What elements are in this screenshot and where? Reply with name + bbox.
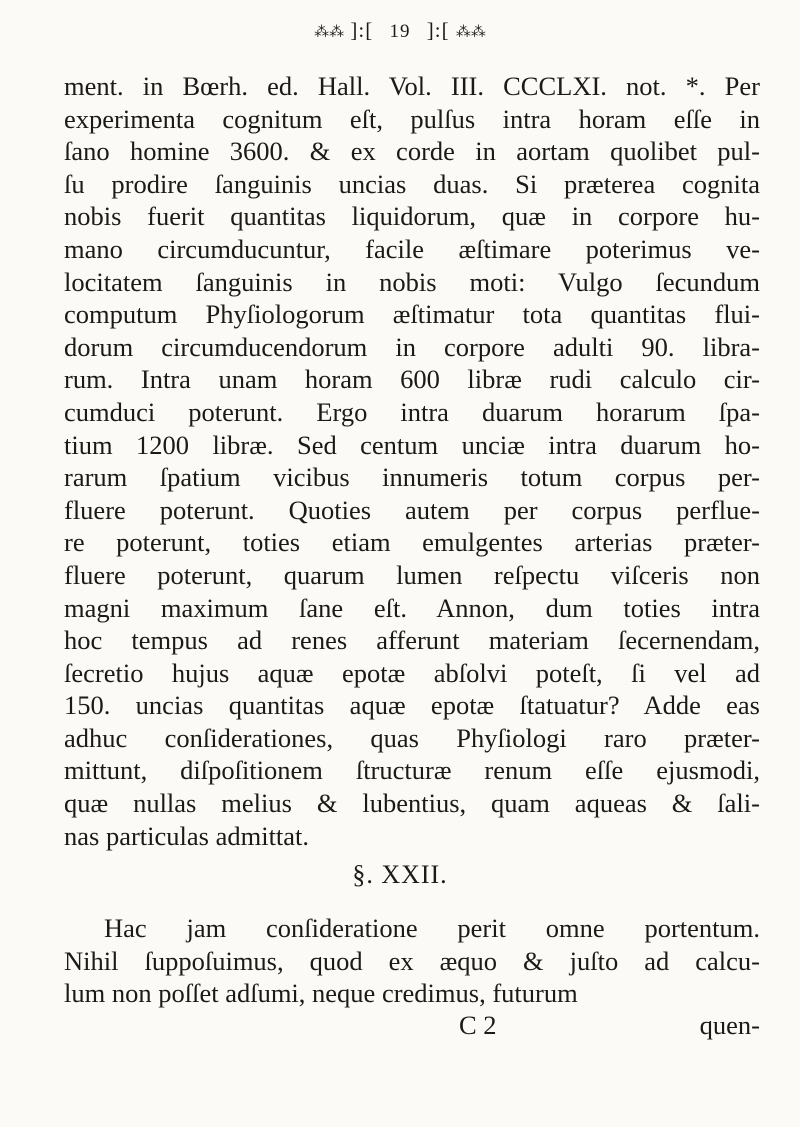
text-line: nas particulas admittat. xyxy=(64,820,310,851)
text-line: experimenta cognitum eſt, pulſus intra horam eſſe in xyxy=(64,103,760,134)
ornament-right: ⁂⁂ xyxy=(455,24,486,41)
page-footer xyxy=(64,1010,760,1042)
text-line: cumduci poterunt. Ergo intra duarum horarum ſpa- xyxy=(64,396,760,427)
header-bracket-right: ]:[ xyxy=(426,18,450,42)
text-line: Nihil ſuppoſuimus, quod ex æquo & juſto ad calcu- xyxy=(64,945,760,976)
text-line: 150. uncias quantitas aquæ epotæ ſtatuatur? Adde eas xyxy=(64,690,760,721)
text-line: mano circumducuntur, facile æſtimare poterimus ve- xyxy=(64,233,760,264)
text-line: hoc tempus ad renes afferunt materiam ſecernendam, xyxy=(64,625,760,656)
text-line: rarum ſpatium vicibus innumeris totum corpus per- xyxy=(64,462,760,493)
text-line: Hac jam conſideratione perit omne portentum. xyxy=(104,913,760,943)
text-line: computum Phyſiologorum æſtimatur tota quantitas flui- xyxy=(64,299,760,330)
text-line: rum. Intra unam horam 600 libræ rudi calculo cir- xyxy=(64,364,760,395)
text-line: dorum circumducendorum in corpore adulti 90. libra- xyxy=(64,331,760,362)
running-header xyxy=(0,18,800,43)
section-heading: §. XXII. xyxy=(352,860,448,889)
text-line: tium 1200 libræ. Sed centum unciæ intra duarum ho- xyxy=(64,429,760,460)
text-line: adhuc conſiderationes, quas Phyſiologi raro præter- xyxy=(64,722,760,753)
text-line: quæ nullas melius & lubentius, quam aqueas & ſali- xyxy=(64,788,760,819)
text-line: fluere poterunt, quarum lumen reſpectu viſceris non xyxy=(64,559,760,590)
paragraph-2 xyxy=(64,912,760,1010)
ornament-left: ⁂⁂ xyxy=(314,24,345,41)
page-number: 19 xyxy=(389,21,411,42)
text-line: ſecretio hujus aquæ epotæ abſolvi poteſt, ſi vel ad xyxy=(64,657,760,688)
text-line: ſano homine 3600. & ex corde in aortam quolibet pul- xyxy=(64,136,760,167)
catchword: quen- xyxy=(699,1010,760,1040)
text-line: nobis fuerit quantitas liquidorum, quæ in corpore hu- xyxy=(64,201,760,232)
text-line: re poterunt, toties etiam emulgentes arterias præter- xyxy=(64,527,760,558)
text-line: ment. in Bœrh. ed. Hall. Vol. III. CCCLXI. not. *. Per xyxy=(64,71,760,101)
text-line: ſu prodire ſanguinis uncias duas. Si præterea cognita xyxy=(64,168,760,199)
text-line: magni maximum ſane eſt. Annon, dum toties intra xyxy=(64,592,760,623)
text-line: mittunt, diſpoſitionem ſtructuræ renum eſſe ejusmodi, xyxy=(64,755,760,786)
header-bracket-left: ]:[ xyxy=(350,18,374,42)
text-line: lum non poſſet adſumi, neque credimus, futurum xyxy=(64,978,578,1009)
text-line: fluere poterunt. Quoties autem per corpus perflue- xyxy=(64,494,760,525)
paragraph-1 xyxy=(64,70,760,852)
text-line: locitatem ſanguinis in nobis moti: Vulgo ſecundum xyxy=(64,266,760,297)
signature-mark: C 2 xyxy=(459,1010,497,1040)
